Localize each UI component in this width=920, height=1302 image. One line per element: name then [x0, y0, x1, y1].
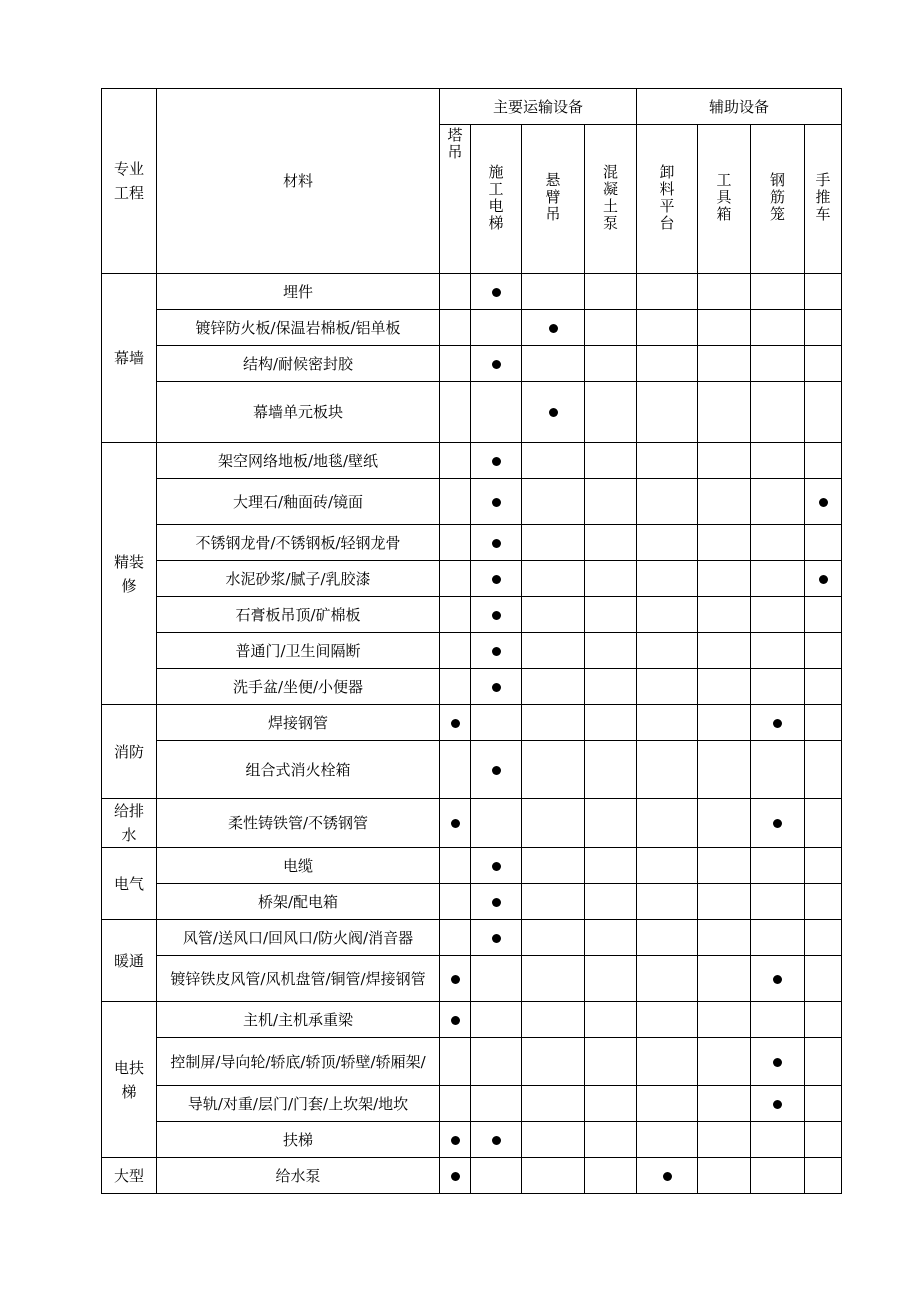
bullet-dot-icon: [492, 1136, 501, 1145]
material-cell: 柔性铸铁管/不锈钢管: [157, 799, 440, 848]
table-row: [102, 1038, 842, 1086]
mark-cell-toolbox: [698, 597, 751, 633]
mark-cell-cantilever-crane: [522, 525, 585, 561]
mark-cell-unloading-platform: [637, 382, 698, 443]
column-header-toolbox: 工具箱: [698, 125, 751, 274]
material-cell: 镀锌防火板/保温岩棉板/铝单板: [157, 310, 440, 346]
column-header-rebar-cage: 钢筋笼: [751, 125, 805, 274]
mark-cell-toolbox: [698, 274, 751, 310]
mark-cell-rebar-cage: [751, 479, 805, 525]
column-header-concrete-pump: 混凝土泵: [585, 125, 637, 274]
mark-cell-handcart: [805, 741, 842, 799]
mark-cell-unloading-platform: [637, 310, 698, 346]
table-row: [102, 633, 842, 669]
mark-cell-tower-crane: [440, 1122, 471, 1158]
mark-cell-rebar-cage: [751, 1002, 805, 1038]
mark-cell-unloading-platform: [637, 1002, 698, 1038]
table-row: [102, 479, 842, 525]
column-header-construction-elevator: 施工电梯: [471, 125, 522, 274]
material-cell: 风管/送风口/回风口/防火阀/消音器: [157, 920, 440, 956]
bullet-dot-icon: [492, 539, 501, 548]
mark-cell-unloading-platform: [637, 741, 698, 799]
mark-cell-cantilever-crane: [522, 443, 585, 479]
bullet-dot-icon: [492, 611, 501, 620]
mark-cell-unloading-platform: [637, 597, 698, 633]
mark-cell-rebar-cage: [751, 799, 805, 848]
mark-cell-unloading-platform: [637, 633, 698, 669]
mark-cell-cantilever-crane: [522, 274, 585, 310]
material-cell: 架空网络地板/地毯/壁纸: [157, 443, 440, 479]
mark-cell-tower-crane: [440, 669, 471, 705]
mark-cell-rebar-cage: [751, 274, 805, 310]
mark-cell-cantilever-crane: [522, 597, 585, 633]
bullet-dot-icon: [492, 288, 501, 297]
mark-cell-unloading-platform: [637, 705, 698, 741]
bullet-dot-icon: [492, 898, 501, 907]
aux-equipment-group-header: 辅助设备: [637, 89, 842, 125]
material-cell: 给水泵: [157, 1158, 440, 1194]
mark-cell-rebar-cage: [751, 884, 805, 920]
material-cell: 扶梯: [157, 1122, 440, 1158]
mark-cell-cantilever-crane: [522, 633, 585, 669]
mark-cell-concrete-pump: [585, 310, 637, 346]
mark-cell-handcart: [805, 310, 842, 346]
mark-cell-tower-crane: [440, 1086, 471, 1122]
table-row: [102, 443, 842, 479]
bullet-dot-icon: [773, 719, 782, 728]
mark-cell-rebar-cage: [751, 1158, 805, 1194]
mark-cell-cantilever-crane: [522, 1038, 585, 1086]
bullet-dot-icon: [492, 575, 501, 584]
main-transport-group-header: 主要运输设备: [440, 89, 637, 125]
mark-cell-construction-elevator: [471, 1158, 522, 1194]
mark-cell-concrete-pump: [585, 956, 637, 1002]
mark-cell-toolbox: [698, 705, 751, 741]
mark-cell-handcart: [805, 443, 842, 479]
mark-cell-construction-elevator: [471, 633, 522, 669]
mark-cell-unloading-platform: [637, 561, 698, 597]
mark-cell-toolbox: [698, 1086, 751, 1122]
column-header-unloading-platform: 卸料平台: [637, 125, 698, 274]
table-row: [102, 1158, 842, 1194]
table-row: [102, 597, 842, 633]
mark-cell-toolbox: [698, 382, 751, 443]
mark-cell-construction-elevator: [471, 346, 522, 382]
mark-cell-construction-elevator: [471, 1038, 522, 1086]
mark-cell-cantilever-crane: [522, 920, 585, 956]
bullet-dot-icon: [773, 1058, 782, 1067]
mark-cell-tower-crane: [440, 1158, 471, 1194]
material-cell: 控制屏/导向轮/轿底/轿顶/轿壁/轿厢架/: [157, 1038, 440, 1086]
mark-cell-tower-crane: [440, 705, 471, 741]
bullet-dot-icon: [773, 1100, 782, 1109]
mark-cell-construction-elevator: [471, 597, 522, 633]
mark-cell-construction-elevator: [471, 920, 522, 956]
mark-cell-handcart: [805, 884, 842, 920]
mark-cell-cantilever-crane: [522, 1086, 585, 1122]
mark-cell-handcart: [805, 561, 842, 597]
mark-cell-toolbox: [698, 561, 751, 597]
bullet-dot-icon: [819, 575, 828, 584]
mark-cell-unloading-platform: [637, 956, 698, 1002]
mark-cell-concrete-pump: [585, 346, 637, 382]
mark-cell-cantilever-crane: [522, 1002, 585, 1038]
mark-cell-toolbox: [698, 848, 751, 884]
bullet-dot-icon: [549, 324, 558, 333]
bullet-dot-icon: [492, 457, 501, 466]
mark-cell-rebar-cage: [751, 346, 805, 382]
mark-cell-toolbox: [698, 525, 751, 561]
mark-cell-construction-elevator: [471, 799, 522, 848]
material-cell: 导轨/对重/层门/门套/上坎架/地坎: [157, 1086, 440, 1122]
mark-cell-unloading-platform: [637, 346, 698, 382]
bullet-dot-icon: [492, 934, 501, 943]
mark-cell-cantilever-crane: [522, 799, 585, 848]
mark-cell-unloading-platform: [637, 1122, 698, 1158]
mark-cell-concrete-pump: [585, 561, 637, 597]
mark-cell-handcart: [805, 479, 842, 525]
mark-cell-rebar-cage: [751, 1086, 805, 1122]
mark-cell-concrete-pump: [585, 705, 637, 741]
material-cell: 电缆: [157, 848, 440, 884]
mark-cell-rebar-cage: [751, 848, 805, 884]
material-cell: 桥架/配电箱: [157, 884, 440, 920]
bullet-dot-icon: [773, 819, 782, 828]
bullet-dot-icon: [492, 862, 501, 871]
mark-cell-toolbox: [698, 956, 751, 1002]
mark-cell-concrete-pump: [585, 274, 637, 310]
mark-cell-cantilever-crane: [522, 848, 585, 884]
table-row: [102, 848, 842, 884]
mark-cell-toolbox: [698, 1038, 751, 1086]
mark-cell-handcart: [805, 1002, 842, 1038]
mark-cell-unloading-platform: [637, 1086, 698, 1122]
mark-cell-handcart: [805, 848, 842, 884]
mark-cell-unloading-platform: [637, 669, 698, 705]
mark-cell-cantilever-crane: [522, 310, 585, 346]
mark-cell-rebar-cage: [751, 597, 805, 633]
material-cell: 镀锌铁皮风管/风机盘管/铜管/焊接钢管: [157, 956, 440, 1002]
bullet-dot-icon: [819, 498, 828, 507]
mark-cell-tower-crane: [440, 310, 471, 346]
mark-cell-rebar-cage: [751, 741, 805, 799]
mark-cell-toolbox: [698, 884, 751, 920]
mark-cell-handcart: [805, 1158, 842, 1194]
mark-cell-concrete-pump: [585, 799, 637, 848]
category-cell: 电气: [102, 848, 157, 920]
mark-cell-unloading-platform: [637, 525, 698, 561]
mark-cell-concrete-pump: [585, 1158, 637, 1194]
mark-cell-tower-crane: [440, 382, 471, 443]
mark-cell-tower-crane: [440, 741, 471, 799]
bullet-dot-icon: [451, 1016, 460, 1025]
mark-cell-toolbox: [698, 479, 751, 525]
mark-cell-cantilever-crane: [522, 1122, 585, 1158]
mark-cell-concrete-pump: [585, 1002, 637, 1038]
mark-cell-rebar-cage: [751, 920, 805, 956]
table-row: [102, 561, 842, 597]
material-cell: 组合式消火栓箱: [157, 741, 440, 799]
mark-cell-construction-elevator: [471, 741, 522, 799]
mark-cell-cantilever-crane: [522, 669, 585, 705]
mark-cell-toolbox: [698, 741, 751, 799]
mark-cell-rebar-cage: [751, 310, 805, 346]
mark-cell-unloading-platform: [637, 799, 698, 848]
bullet-dot-icon: [451, 1136, 460, 1145]
mark-cell-handcart: [805, 920, 842, 956]
material-cell: 大理石/釉面砖/镜面: [157, 479, 440, 525]
mark-cell-concrete-pump: [585, 382, 637, 443]
table-row: [102, 382, 842, 443]
mark-cell-tower-crane: [440, 956, 471, 1002]
mark-cell-handcart: [805, 799, 842, 848]
mark-cell-concrete-pump: [585, 525, 637, 561]
mark-cell-construction-elevator: [471, 884, 522, 920]
mark-cell-concrete-pump: [585, 1122, 637, 1158]
column-header-cantilever-crane: 悬臂吊: [522, 125, 585, 274]
category-cell: 暖通: [102, 920, 157, 1002]
material-cell: 结构/耐候密封胶: [157, 346, 440, 382]
mark-cell-toolbox: [698, 1158, 751, 1194]
category-cell: 消防: [102, 705, 157, 799]
material-cell: 水泥砂浆/腻子/乳胶漆: [157, 561, 440, 597]
material-cell: 石膏板吊顶/矿棉板: [157, 597, 440, 633]
bullet-dot-icon: [492, 766, 501, 775]
table-row: [102, 525, 842, 561]
mark-cell-construction-elevator: [471, 274, 522, 310]
mark-cell-concrete-pump: [585, 633, 637, 669]
mark-cell-unloading-platform: [637, 274, 698, 310]
table-row: [102, 1122, 842, 1158]
mark-cell-cantilever-crane: [522, 705, 585, 741]
mark-cell-cantilever-crane: [522, 884, 585, 920]
bullet-dot-icon: [492, 360, 501, 369]
mark-cell-rebar-cage: [751, 669, 805, 705]
material-cell: 普通门/卫生间隔断: [157, 633, 440, 669]
category-cell: 精装修: [102, 443, 157, 705]
mark-cell-rebar-cage: [751, 1122, 805, 1158]
mark-cell-concrete-pump: [585, 884, 637, 920]
mark-cell-tower-crane: [440, 920, 471, 956]
mark-cell-handcart: [805, 382, 842, 443]
mark-cell-unloading-platform: [637, 1038, 698, 1086]
mark-cell-construction-elevator: [471, 382, 522, 443]
category-cell: 大型: [102, 1158, 157, 1194]
mark-cell-tower-crane: [440, 799, 471, 848]
column-header-tower-crane: 塔吊: [440, 125, 471, 274]
mark-cell-cantilever-crane: [522, 741, 585, 799]
mark-cell-toolbox: [698, 346, 751, 382]
table-row: [102, 310, 842, 346]
bullet-dot-icon: [773, 975, 782, 984]
mark-cell-handcart: [805, 669, 842, 705]
mark-cell-rebar-cage: [751, 705, 805, 741]
mark-cell-rebar-cage: [751, 382, 805, 443]
mark-cell-construction-elevator: [471, 669, 522, 705]
mark-cell-toolbox: [698, 1122, 751, 1158]
category-cell: 给排水: [102, 799, 157, 848]
mark-cell-tower-crane: [440, 633, 471, 669]
mark-cell-construction-elevator: [471, 479, 522, 525]
mark-cell-toolbox: [698, 310, 751, 346]
mark-cell-concrete-pump: [585, 848, 637, 884]
mark-cell-concrete-pump: [585, 920, 637, 956]
mark-cell-handcart: [805, 1086, 842, 1122]
mark-cell-construction-elevator: [471, 561, 522, 597]
mark-cell-tower-crane: [440, 1002, 471, 1038]
mark-cell-cantilever-crane: [522, 382, 585, 443]
mark-cell-handcart: [805, 956, 842, 1002]
mark-cell-handcart: [805, 525, 842, 561]
mark-cell-cantilever-crane: [522, 1158, 585, 1194]
bullet-dot-icon: [492, 498, 501, 507]
material-cell: 不锈钢龙骨/不锈钢板/轻钢龙骨: [157, 525, 440, 561]
table-row: [102, 274, 842, 310]
mark-cell-unloading-platform: [637, 884, 698, 920]
mark-cell-concrete-pump: [585, 479, 637, 525]
mark-cell-tower-crane: [440, 443, 471, 479]
mark-cell-construction-elevator: [471, 310, 522, 346]
material-cell: 焊接钢管: [157, 705, 440, 741]
mark-cell-concrete-pump: [585, 443, 637, 479]
mark-cell-handcart: [805, 597, 842, 633]
mark-cell-unloading-platform: [637, 1158, 698, 1194]
column-header-handcart: 手推车: [805, 125, 842, 274]
mark-cell-cantilever-crane: [522, 956, 585, 1002]
mark-cell-construction-elevator: [471, 956, 522, 1002]
mark-cell-concrete-pump: [585, 1038, 637, 1086]
mark-cell-construction-elevator: [471, 848, 522, 884]
mark-cell-toolbox: [698, 443, 751, 479]
equipment-table: [101, 88, 842, 1194]
mark-cell-toolbox: [698, 920, 751, 956]
mark-cell-cantilever-crane: [522, 479, 585, 525]
mark-cell-tower-crane: [440, 597, 471, 633]
mark-cell-rebar-cage: [751, 525, 805, 561]
bullet-dot-icon: [492, 647, 501, 656]
mark-cell-unloading-platform: [637, 479, 698, 525]
material-cell: 主机/主机承重梁: [157, 1002, 440, 1038]
mark-cell-tower-crane: [440, 525, 471, 561]
bullet-dot-icon: [451, 975, 460, 984]
table-row: [102, 669, 842, 705]
mark-cell-concrete-pump: [585, 1086, 637, 1122]
mark-cell-construction-elevator: [471, 705, 522, 741]
mark-cell-toolbox: [698, 1002, 751, 1038]
category-cell: 幕墙: [102, 274, 157, 443]
material-cell: 埋件: [157, 274, 440, 310]
mark-cell-rebar-cage: [751, 956, 805, 1002]
mark-cell-cantilever-crane: [522, 346, 585, 382]
mark-cell-construction-elevator: [471, 1002, 522, 1038]
table-row: [102, 705, 842, 741]
mark-cell-rebar-cage: [751, 633, 805, 669]
mark-cell-handcart: [805, 1122, 842, 1158]
mark-cell-concrete-pump: [585, 597, 637, 633]
mark-cell-handcart: [805, 1038, 842, 1086]
mark-cell-construction-elevator: [471, 443, 522, 479]
mark-cell-handcart: [805, 274, 842, 310]
mark-cell-cantilever-crane: [522, 561, 585, 597]
mark-cell-handcart: [805, 346, 842, 382]
mark-cell-tower-crane: [440, 561, 471, 597]
mark-cell-concrete-pump: [585, 669, 637, 705]
table-row: [102, 741, 842, 799]
category-cell: 电扶梯: [102, 1002, 157, 1158]
mark-cell-toolbox: [698, 633, 751, 669]
bullet-dot-icon: [492, 683, 501, 692]
material-cell: 幕墙单元板块: [157, 382, 440, 443]
mark-cell-rebar-cage: [751, 1038, 805, 1086]
mark-cell-toolbox: [698, 669, 751, 705]
mark-cell-tower-crane: [440, 479, 471, 525]
material-cell: 洗手盆/坐便/小便器: [157, 669, 440, 705]
mark-cell-unloading-platform: [637, 848, 698, 884]
bullet-dot-icon: [451, 819, 460, 828]
mark-cell-tower-crane: [440, 1038, 471, 1086]
mark-cell-concrete-pump: [585, 741, 637, 799]
mark-cell-tower-crane: [440, 346, 471, 382]
table-row: [102, 346, 842, 382]
mark-cell-unloading-platform: [637, 920, 698, 956]
mark-cell-construction-elevator: [471, 1122, 522, 1158]
table-row: [102, 1086, 842, 1122]
mark-cell-handcart: [805, 633, 842, 669]
mark-cell-tower-crane: [440, 274, 471, 310]
bullet-dot-icon: [451, 1172, 460, 1181]
mark-cell-rebar-cage: [751, 443, 805, 479]
mark-cell-toolbox: [698, 799, 751, 848]
mark-cell-tower-crane: [440, 848, 471, 884]
material-header: 材料: [157, 89, 440, 274]
mark-cell-tower-crane: [440, 884, 471, 920]
mark-cell-rebar-cage: [751, 561, 805, 597]
mark-cell-construction-elevator: [471, 1086, 522, 1122]
mark-cell-handcart: [805, 705, 842, 741]
category-header: 专业工程: [102, 89, 157, 274]
table-row: [102, 884, 842, 920]
table-row: [102, 799, 842, 848]
mark-cell-construction-elevator: [471, 525, 522, 561]
bullet-dot-icon: [549, 408, 558, 417]
table-row: [102, 920, 842, 956]
bullet-dot-icon: [451, 719, 460, 728]
table-row: [102, 1002, 842, 1038]
table-row: [102, 956, 842, 1002]
mark-cell-unloading-platform: [637, 443, 698, 479]
bullet-dot-icon: [663, 1172, 672, 1181]
